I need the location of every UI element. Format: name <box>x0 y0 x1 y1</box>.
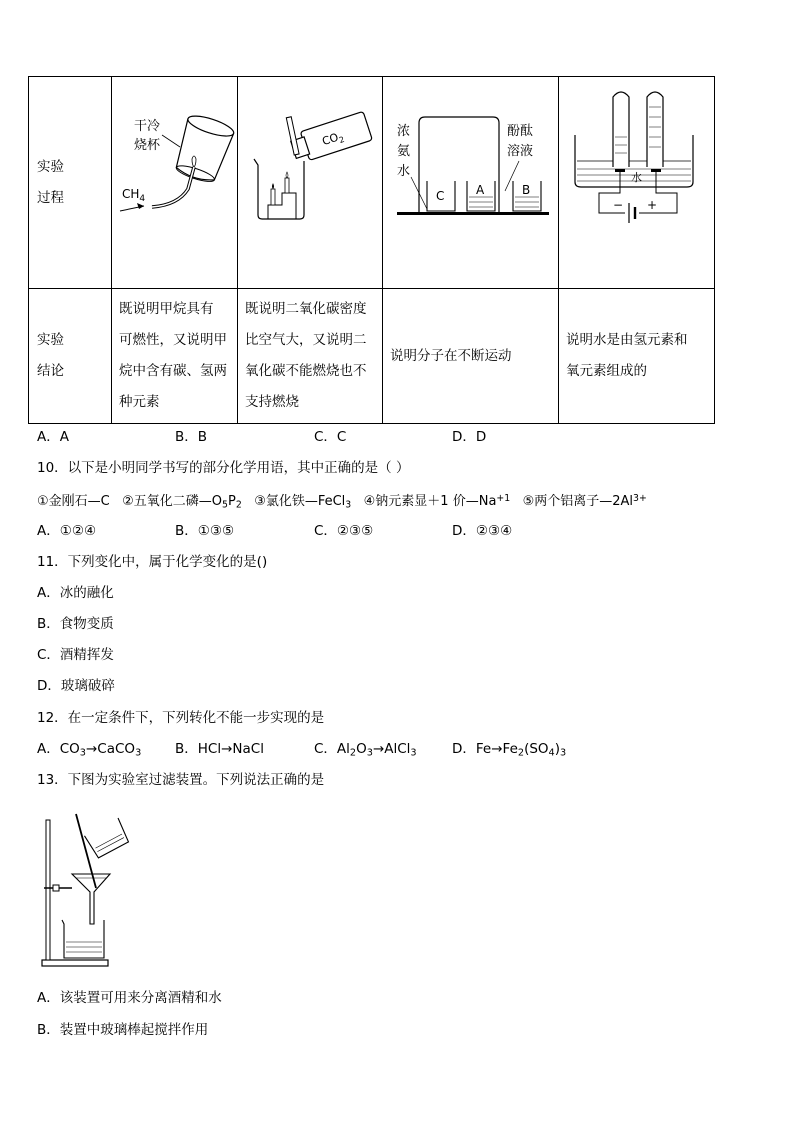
conclusion-line: 烷中含有碳、氢两 <box>119 363 227 379</box>
conclusion-d <box>559 289 715 424</box>
conclusion-line: 可燃性，又说明甲 <box>119 332 227 348</box>
q10-item-5: ⑤两个铝离子$—2Al^{3+}$ <box>522 493 647 510</box>
electrode-left <box>615 169 625 172</box>
label-pointer <box>162 135 180 147</box>
q11-option-c: C．酒精挥发 <box>37 647 114 663</box>
bell-jar <box>419 117 499 212</box>
conclusion-line: 种元素 <box>119 394 160 410</box>
co2-candles-diagram <box>238 77 383 284</box>
ammonia-label-3: 水 <box>397 164 411 179</box>
flame-icon <box>192 156 196 167</box>
q11-option-a: A．冰的融化 <box>37 585 114 601</box>
beaker-b-label: B <box>522 183 531 197</box>
q11-option-d: D．玻璃破碎 <box>37 678 115 694</box>
row-header-process <box>29 77 112 289</box>
table-row-process <box>29 77 715 289</box>
minus-sign: − <box>613 198 624 212</box>
co2-label: $CO_2$ <box>320 130 346 149</box>
stand-base <box>42 960 108 966</box>
row-header-conclusion <box>29 289 112 424</box>
diagram-methane-cell <box>112 77 238 289</box>
base-plate <box>397 212 549 215</box>
q10-item-3: ③氯化铁—FeCl$_3$ <box>254 494 352 511</box>
q10-option-c: C．②③⑤ <box>314 523 374 539</box>
methane-combustion-diagram <box>112 77 238 284</box>
header-text: 实验 <box>37 332 64 348</box>
glass-plate <box>286 117 299 155</box>
conclusion-line: 氧化碳不能燃烧也不 <box>245 363 367 379</box>
beaker-c <box>427 181 455 211</box>
table-row-conclusion <box>29 289 715 424</box>
test-tube-right <box>647 92 663 167</box>
ch4-label: $CH_4$ <box>122 187 146 204</box>
q12-option-c: C．$Al_2O_3\to AlCl_3$ <box>314 741 417 759</box>
stand-rod <box>46 820 50 960</box>
conclusion-line: 既说明甲烷具有 <box>119 301 214 317</box>
conclusion-b <box>238 289 383 424</box>
water-label: 水 <box>631 171 642 184</box>
co2-bottle <box>289 111 372 164</box>
header-text: 实验 <box>37 158 64 175</box>
candle-high <box>285 178 289 193</box>
diagram-co2-cell <box>238 77 383 289</box>
beaker-c-label: C <box>436 189 445 203</box>
conclusion-line: 说明水是由氢元素和 <box>566 332 688 348</box>
gas-tube <box>152 167 194 207</box>
header-text: 结论 <box>37 363 64 379</box>
cup-label-2: 烧杯 <box>134 138 161 153</box>
candle-low <box>271 189 275 205</box>
q9-option-d: D．D <box>452 429 487 445</box>
q10-option-b: B．①③⑤ <box>175 523 235 539</box>
q9-option-c: C．C <box>314 429 347 445</box>
phenol-label-2: 溶液 <box>507 144 534 159</box>
ammonia-label-2: 氨 <box>397 144 411 159</box>
q13-option-a: A．该装置可用来分离酒精和水 <box>37 990 222 1006</box>
filtration-apparatus-diagram <box>38 812 138 972</box>
inverted-beaker <box>171 112 236 186</box>
beaker-b <box>513 181 541 211</box>
conclusion-line: 氧元素组成的 <box>566 363 647 379</box>
conclusion-line: 说明分子在不断运动 <box>390 347 512 364</box>
q12-option-a: A．$CO_3\to CaCO_3$ <box>37 741 142 759</box>
conclusion-c <box>383 289 559 424</box>
q10-option-a: A．①②④ <box>37 523 97 539</box>
q13-option-b: B．装置中玻璃棒起搅拌作用 <box>37 1022 209 1038</box>
diagram-electrolysis-cell <box>559 77 715 289</box>
beaker-a <box>467 181 495 211</box>
cup-label-1: 干冷 <box>134 119 161 134</box>
q12-option-b: B．HCl→NaCl <box>175 741 264 757</box>
q13-stem: 13．下图为实验室过滤装置。下列说法正确的是 <box>37 772 325 788</box>
q11-stem: 11．下列变化中，属于化学变化的是() <box>37 554 268 570</box>
ammonia-diffusion-diagram <box>383 77 559 284</box>
conclusion-a <box>112 289 238 424</box>
conclusion-line: 既说明二氧化碳密度 <box>245 301 367 317</box>
electrolysis-diagram <box>559 77 715 284</box>
q10-stem: 10．以下是小明同学书写的部分化学用语，其中正确的是（ ） <box>37 460 410 476</box>
q10-item-4: ④钠元素显＋1 价$—Na^{+1}$ <box>363 493 511 510</box>
phenol-label-1: 酚酞 <box>507 124 534 139</box>
q10-option-d: D．②③④ <box>452 523 513 539</box>
experiment-table <box>28 76 715 424</box>
header-text: 过程 <box>37 189 64 206</box>
diagram-diffusion-cell <box>383 77 559 289</box>
beaker-a-label: A <box>476 183 485 197</box>
q10-item-2: ②五氧化二磷$—O_5P_2$ <box>122 494 242 511</box>
q9-option-a: A．A <box>37 429 69 445</box>
q10-item-1: ①金刚石—C <box>37 494 110 510</box>
plus-sign: + <box>647 198 658 212</box>
conclusion-line: 比空气大，又说明二 <box>245 332 367 348</box>
q11-option-b: B．食物变质 <box>37 616 114 632</box>
q12-option-d: D．$Fe\to Fe_2(SO_4)_3$ <box>452 741 567 759</box>
q10-items <box>37 490 647 515</box>
q12-stem: 12．在一定条件下，下列转化不能一步实现的是 <box>37 710 325 726</box>
ammonia-label-1: 浓 <box>397 124 411 139</box>
pouring-beaker <box>84 818 130 859</box>
q9-option-b: B．B <box>175 429 208 445</box>
funnel <box>72 874 110 924</box>
electrode-right <box>651 169 661 172</box>
conclusion-line: 支持燃烧 <box>245 394 299 410</box>
test-tube-left <box>613 92 629 167</box>
